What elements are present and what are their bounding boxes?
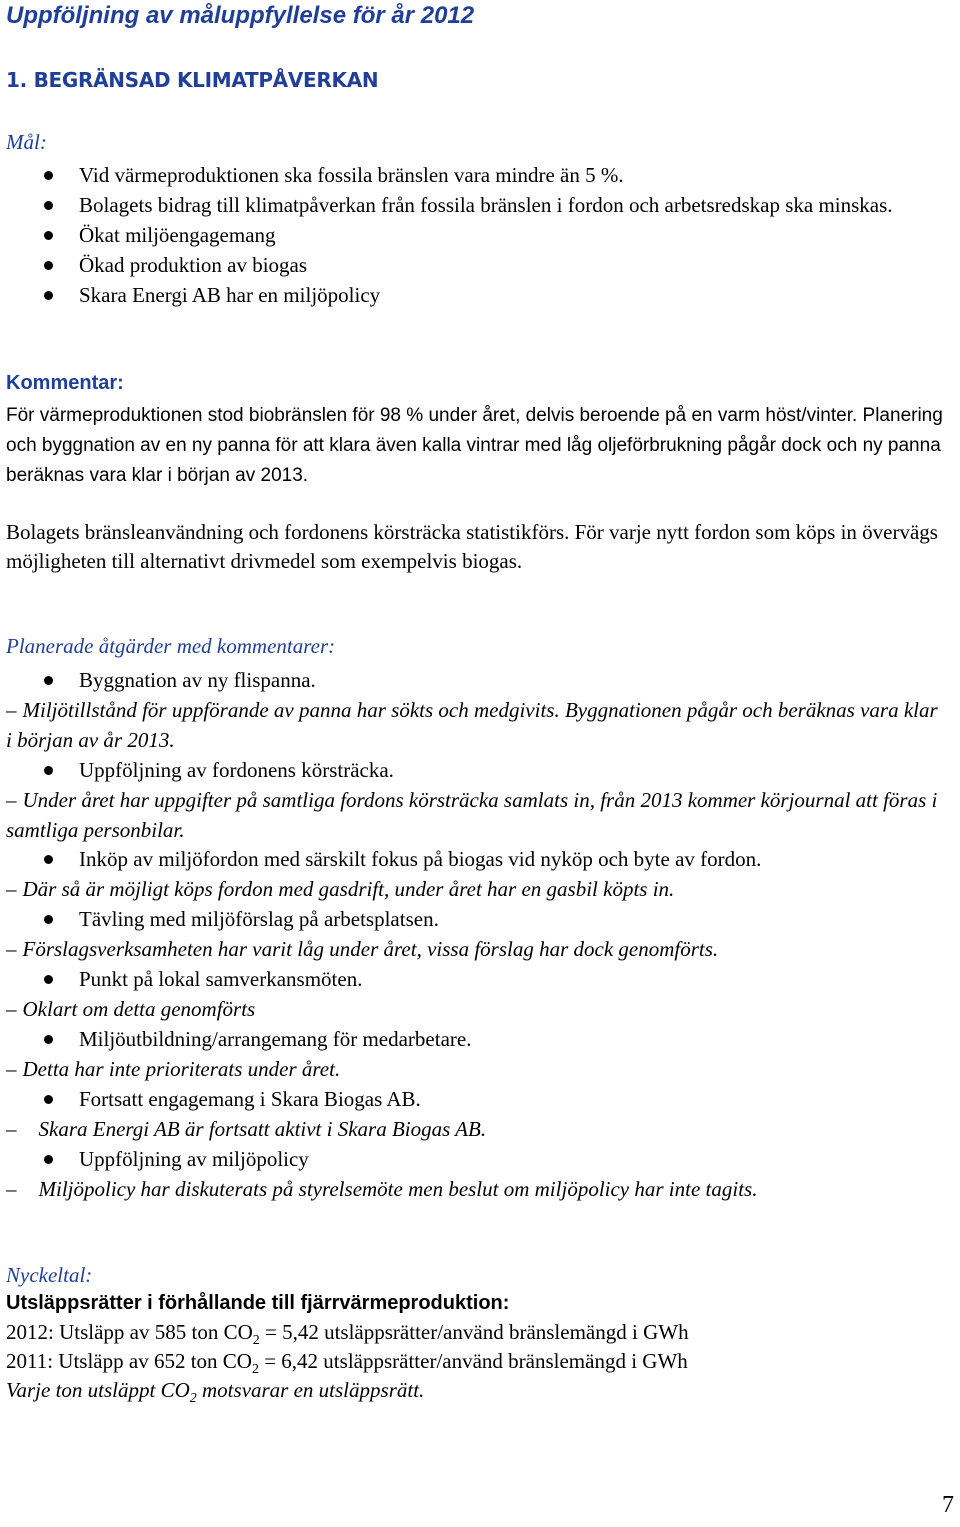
bullet-icon bbox=[44, 201, 53, 210]
action-item bbox=[0, 1144, 960, 1174]
action-text: Inköp av miljöfordon med särskilt fokus på biogas vid nyköp och byte av fordon. bbox=[79, 847, 762, 871]
action-item bbox=[0, 844, 960, 874]
bullet-icon bbox=[44, 261, 53, 270]
action-item bbox=[0, 1024, 960, 1054]
kpi-label: Nyckeltal: bbox=[6, 1263, 93, 1287]
page-title: Uppföljning av måluppfyllelse för år 2012 bbox=[6, 2, 475, 29]
comment-paragraph: Bolagets bränsleanvändning och fordonens körsträcka statistikförs. För varje nytt fordon som köps in övervägs möjligheten till alternativt drivmedel som exempelvis biogas. bbox=[6, 520, 938, 573]
action-comment: – Skara Energi AB är fortsatt aktivt i Skara Biogas AB. bbox=[6, 1117, 487, 1141]
action-item bbox=[0, 665, 960, 695]
action-text: Uppföljning av fordonens körsträcka. bbox=[79, 758, 394, 782]
bullet-icon bbox=[44, 1095, 53, 1104]
bullet-icon bbox=[44, 291, 53, 300]
action-comment: – Under året har uppgifter på samtliga fordons körsträcka samlats in, från 2013 kommer körjournal att föras i samtliga personbilar. bbox=[6, 788, 938, 842]
action-comment: – Oklart om detta genomförts bbox=[6, 997, 256, 1021]
goal-item: Vid värmeproduktionen ska fossila bränslen vara mindre än 5 %. bbox=[0, 160, 960, 190]
action-text: Byggnation av ny flispanna. bbox=[79, 668, 316, 692]
goal-item: Ökat miljöengagemang bbox=[0, 220, 960, 250]
action-item bbox=[0, 964, 960, 994]
action-item bbox=[0, 904, 960, 934]
bullet-icon bbox=[44, 915, 53, 924]
bullet-icon bbox=[44, 676, 53, 685]
goal-item: Skara Energi AB har en miljöpolicy bbox=[0, 280, 960, 310]
action-text: Fortsatt engagemang i Skara Biogas AB. bbox=[79, 1087, 421, 1111]
comment-paragraph: För värmeproduktionen stod biobränslen för 98 % under året, delvis beroende på en varm höst/vinter. Planering och byggnation av en ny panna för att klara även kalla vintrar med låg oljeförbrukning pågår dock och ny panna beräknas vara klar i början av 2013. bbox=[6, 405, 943, 486]
action-text: Punkt på lokal samverkansmöten. bbox=[79, 967, 363, 991]
page-number: 7 bbox=[942, 1492, 954, 1518]
kpi-line-2011: 2011: Utsläpp av 652 ton $CO_2 = 6,42$ utsläppsrätter/använd bränslemängd i GWh bbox=[6, 1349, 688, 1378]
action-text: Miljöutbildning/arrangemang för medarbetare. bbox=[79, 1027, 472, 1051]
kpi-line-2012: 2012: Utsläpp av 585 ton $CO_2 = 5,42$ utsläppsrätter/använd bränslemängd i GWh bbox=[6, 1320, 689, 1349]
section-heading: 1. BEGRÄNSAD KLIMATPÅVERKAN bbox=[6, 68, 379, 92]
action-comment: – Detta har inte prioriterats under året. bbox=[6, 1057, 341, 1081]
action-comment: – Där så är möjligt köps fordon med gasdrift, under året har en gasbil köpts in. bbox=[6, 877, 675, 901]
goal-item: Ökad produktion av biogas bbox=[0, 250, 960, 280]
action-item bbox=[0, 755, 960, 785]
kpi-note: Varje ton utsläppt $CO_2$ motsvarar en utsläppsrätt. bbox=[6, 1378, 425, 1407]
action-comment: – Miljöpolicy har diskuterats på styrelsemöte men beslut om miljöpolicy har inte tagits. bbox=[6, 1177, 758, 1201]
action-text: Tävling med miljöförslag på arbetsplatsen. bbox=[79, 907, 439, 931]
comment-label: Kommentar: bbox=[6, 372, 124, 394]
goal-item: Bolagets bidrag till klimatpåverkan från fossila bränslen i fordon och arbetsredskap ska minskas. bbox=[0, 190, 960, 220]
bullet-icon bbox=[44, 975, 53, 984]
actions-label: Planerade åtgärder med kommentarer: bbox=[6, 634, 336, 658]
goals-list bbox=[0, 160, 960, 310]
kpi-heading: Utsläppsrätter i förhållande till fjärrvärmeproduktion: bbox=[6, 1292, 510, 1314]
action-item bbox=[0, 1084, 960, 1114]
action-text: Uppföljning av miljöpolicy bbox=[79, 1147, 309, 1171]
bullet-icon bbox=[44, 855, 53, 864]
action-comment: – Miljötillstånd för uppförande av panna har sökts och medgivits. Byggnationen pågår och beräknas vara klar i början av år 2013. bbox=[6, 698, 938, 752]
bullet-icon bbox=[44, 171, 53, 180]
action-comment: – Förslagsverksamheten har varit låg under året, vissa förslag har dock genomförts. bbox=[6, 937, 719, 961]
bullet-icon bbox=[44, 1035, 53, 1044]
bullet-icon bbox=[44, 766, 53, 775]
goals-label: Mål: bbox=[6, 130, 47, 154]
bullet-icon bbox=[44, 1155, 53, 1164]
bullet-icon bbox=[44, 231, 53, 240]
